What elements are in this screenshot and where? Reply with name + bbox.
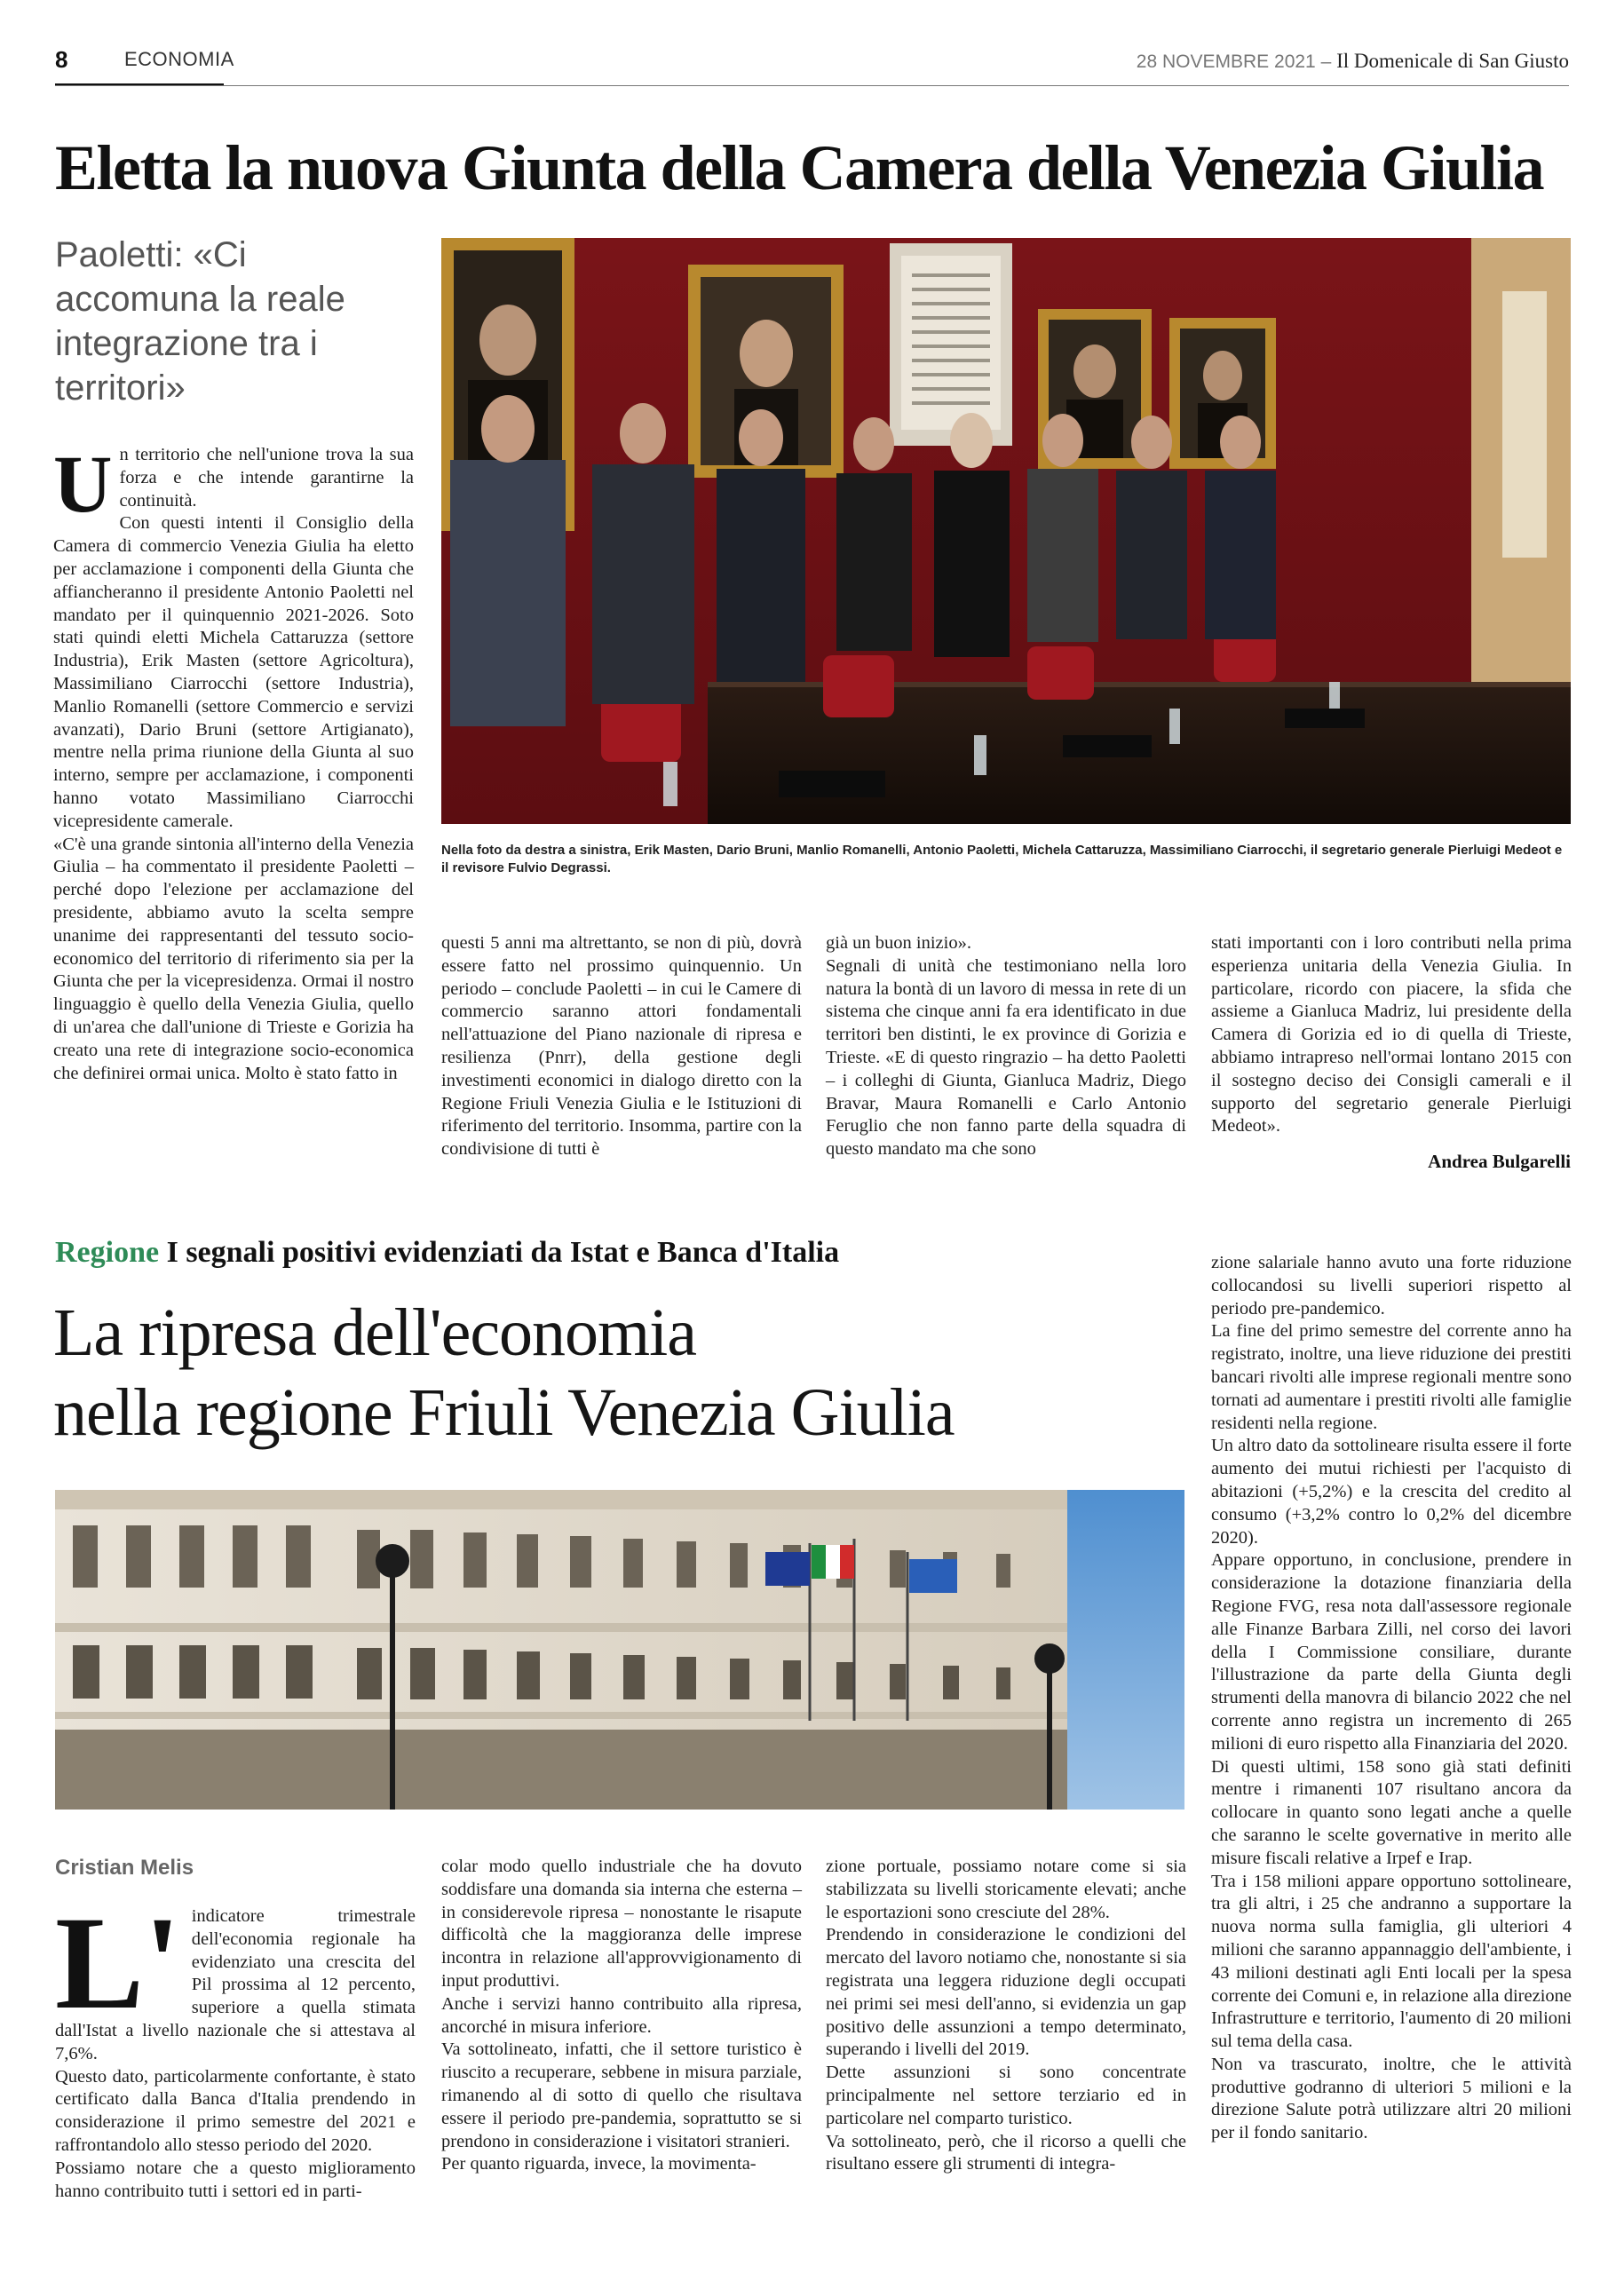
paragraph: Anche i servizi hanno contribuito alla ripresa, ancorché in misura inferiore. bbox=[441, 1993, 802, 2037]
paragraph: Possiamo notare che a questo miglioramento hanno contribuito tutti i settori ed in parti- bbox=[55, 2158, 416, 2201]
paragraph: La fine del primo semestre del corrente anno ha registrato, inoltre, una lieve riduzione dei prestiti bancari rivolti alle imprese regionali mentre sono tornati ad aumentare i prestiti rivolti alle famiglie residenti nella regione. bbox=[1211, 1321, 1572, 1433]
article1-headline: Eletta la nuova Giunta della Camera della Venezia Giulia bbox=[55, 132, 1544, 203]
paragraph: Con questi intenti il Consiglio della Camera di commercio Venezia Giulia ha eletto per acclamazione i componenti della Giunta che affiancheranno il presidente Antonio Paoletti nel mandato per il quinquennio 2021-2026. Soto stati quindi eletti Michela Cattaruzza (settore Industria), Erik Masten (settore Agricoltura), Massimiliano Ciarrocchi (settore Industria), Manlio Romanelli (settore Commercio e servizi avanzati), Dario Bruni (settore Artigianato), mentre nella prima riunione della Giunta al suo interno, sempre per acclamazione, i componenti hanno votato Massimiliano Ciarrocchi vicepresidente camerale. bbox=[53, 513, 414, 831]
photo-caption: Nella foto da destra a sinistra, Erik Masten, Dario Bruni, Manlio Romanelli, Antonio Paoletti, Michela Cattaruzza, Massimiliano Ciarrocchi, il segretario generale Pierluigi Medeot e il revisore Fulvio Degrassi. bbox=[441, 843, 1563, 875]
kicker-text: I segnali positivi evidenziati da Istat e Banca d'Italia bbox=[166, 1236, 840, 1269]
paragraph: n territorio che nell'unione trova la sua forza e che intende garantirne la continuità. bbox=[119, 445, 414, 511]
article2-byline: Cristian Melis bbox=[55, 1856, 194, 1880]
article2-column-2 bbox=[441, 1856, 802, 2176]
paragraph: questi 5 anni ma altrettanto, se non di più, dovrà essere fatto nel prossimo quinquennio. Un periodo – conclude Paoletti – in cui le Camere di commercio saranno attori fondamentali nell'attuazione del Piano nazionale di ripresa e resilienza (Pnrr), della gestione degli investimenti economici in dialogo diretto con la Regione Friuli Venezia Giulia e le Istituzioni di riferimento del territorio. Insomma, partire con la condivisione di tutti è bbox=[441, 933, 802, 1160]
header-dateline bbox=[1137, 50, 1569, 73]
paragraph: Dette assunzioni si sono concentrate principalmente nel settore terziario ed in particolare nel comparto turistico. bbox=[826, 2063, 1186, 2128]
paragraph: zione salariale hanno avuto una forte riduzione collocandosi su livelli superiori rispetto al periodo pre-pandemico. bbox=[1211, 1253, 1572, 1319]
paragraph: Prendendo in considerazione le condizioni del mercato del lavoro notiamo che, nonostante si sia registrata una leggera riduzione degli occupati nei primi sei mesi dell'anno, si evidenzia un gap positivo delle assunzioni a tempo determinato, superando i livelli del 2019. bbox=[826, 1925, 1186, 2060]
dateline-separator: – bbox=[1315, 51, 1337, 72]
article1-column-4 bbox=[1211, 932, 1572, 1138]
paragraph: Va sottolineato, infatti, che il settore turistico è riuscito a recuperare, sebbene in misura parziale, rimanendo al di sotto di quello che risultava essere il periodo pre-pandemia, soprattutto se si prendono in considerazione i visitatori stranieri. bbox=[441, 2039, 802, 2151]
palazzo-regione-photo bbox=[55, 1490, 1184, 1810]
header-rule bbox=[55, 85, 1569, 86]
paragraph: già un buon inizio». bbox=[826, 933, 971, 953]
paragraph: Va sottolineato, però, che il ricorso a quelli che risultano essere gli strumenti di integra- bbox=[826, 2131, 1186, 2174]
kicker-tag: Regione bbox=[55, 1236, 160, 1269]
newspaper-name: Il Domenicale di San Giusto bbox=[1336, 50, 1569, 72]
paragraph: Un altro dato da sottolineare risulta essere il forte aumento dei mutui richiesti per l'acquisto di abitazioni (+5,2%) e la crescita del credito al consumo (+3,2% contro lo 0,2% del dicembre 2020). bbox=[1211, 1436, 1572, 1548]
article1-column-1 bbox=[53, 439, 414, 1085]
paragraph: Per quanto riguarda, invece, la movimenta- bbox=[441, 2154, 757, 2174]
article2-headline bbox=[53, 1293, 1199, 1453]
dropcap: L' bbox=[55, 1889, 181, 2037]
article1-subtitle: Paoletti: «Ci accomuna la reale integrazione tra i territori» bbox=[55, 235, 345, 408]
article2-column-3 bbox=[826, 1856, 1186, 2176]
paragraph: Non va trascurato, inoltre, che le attività produttive godranno di ulteriori 5 milioni e la direzione Salute potrà utilizzare altri 20 milioni per il fondo sanitario. bbox=[1211, 2054, 1572, 2143]
paragraph: Appare opportuno, in conclusione, prendere in considerazione la dotazione finanziaria della Regione FVG, resa nota dall'assessore regionale alle Finanze Barbara Zilli, nel corso dei lavori della I Commissione consiliare, durante l'illustrazione da parte della Giunta degli strumenti della manovra di bilancio 2022 che nel corrente anno registra un incremento di 265 milioni di euro rispetto alla Finanziaria del 2020. bbox=[1211, 1550, 1572, 1754]
paragraph: colar modo quello industriale che ha dovuto soddisfare una domanda sia interna che esterna – in considerevole ripresa – nonostante le risapute difficoltà che la maggioranza delle imprese incontra in relazione all'approvvigionamento di input produttivi. bbox=[441, 1857, 802, 1991]
paragraph: «C'è una grande sintonia all'interno della Venezia Giulia – ha commentato il presidente Paoletti – perché dopo l'elezione per acclamazione del presidente, abbiamo avuto la scelta sempre unanime dei rappresentanti del tessuto socio-economico del territorio di riferimento sia per la Giunta che per la vicepresidenza. Ormai il nostro linguaggio è quello della Venezia Giulia, quello di un'area che dall'unione di Trieste e Gorizia ha creato una rete di integrazione socio-economica che definirei ormai unica. Molto è stato fatto in bbox=[53, 834, 414, 1083]
paragraph: Tra i 158 milioni appare opportuno sottolineare, tra gli altri, i 25 che andranno a supportare la nuova norma sulla famiglia, gli ulteriori 4 milioni che saranno appannaggio dell'ambiente, i 43 milioni destinati agli Enti locali per la spesa corrente dei Comuni e, in relazione alla direzione Infrastrutture e territorio, l'aumento di 20 milioni sul tema della casa. bbox=[1211, 1871, 1572, 2052]
page-number: 8 bbox=[55, 46, 68, 73]
paragraph: stati importanti con i loro contributi nella prima esperienza unitaria della Venezia Giulia. In particolare, ricordo con piacere, la sfida che assieme a Gianluca Madriz, lui presidente della Camera di Gorizia ed io di quella di Trieste, abbiamo intrapreso nell'ormai lontano 2015 con il sostegno deciso dei Consigli camerali e il supporto del segretario generale Pierluigi Medeot». bbox=[1211, 933, 1572, 1136]
paragraph: indicatore trimestrale dell'economia regionale ha evidenziato una crescita del Pil prossima al 12 percento, superiore a quella stimata dall'Istat a livello nazionale che si attestava al 7,6%. bbox=[55, 1906, 416, 2063]
article1-author: Andrea Bulgarelli bbox=[1428, 1151, 1571, 1172]
dropcap: U bbox=[53, 439, 113, 529]
headline-line-2: nella regione Friuli Venezia Giulia bbox=[53, 1375, 955, 1450]
paragraph: zione portuale, possiamo notare come si sia stabilizzata su livelli storicamente elevati; anche le esportazioni sono cresciute del 28%. bbox=[826, 1857, 1186, 1922]
paragraph: Di questi ultimi, 158 sono già stati definiti mentre i rimanenti 107 risultano ancora da collocare in quanto sono legati anche a quelle che saranno le scelte governative in merito alle misure fiscali relative a Irpef e Irap. bbox=[1211, 1756, 1572, 1868]
article2-kicker bbox=[55, 1236, 839, 1270]
section-label: ECONOMIA bbox=[124, 48, 234, 70]
article1-column-3 bbox=[826, 932, 1186, 1161]
issue-date: 28 NOVEMBRE 2021 bbox=[1136, 51, 1316, 72]
paragraph: Questo dato, particolarmente confortante, è stato certificato dalla Banca d'Italia prendendo in considerazione il primo semestre del 2021 e raffrontandolo allo stesso periodo del 2020. bbox=[55, 2066, 416, 2155]
article2-column-4 bbox=[1211, 1252, 1572, 2145]
paragraph: Segnali di unità che testimoniano nella loro natura la bontà di un lavoro di messa in rete di un sistema che cinque anni fa era identificato in due territori ben distinti, le ex province di Gorizia e Trieste. «E di questo ringrazio – ha detto Paoletti – i colleghi di Giunta, Gianluca Madriz, Diego Bravar, Maura Romanelli e Carlo Antonio Feruglio che non fanno parte della squadra di questo mandato ma che sono bbox=[826, 955, 1186, 1160]
article2-column-1 bbox=[55, 1889, 416, 2203]
article1-column-2 bbox=[441, 932, 802, 1161]
headline-line-1: La ripresa dell'economia bbox=[53, 1295, 697, 1370]
giunta-group-photo bbox=[441, 238, 1571, 824]
